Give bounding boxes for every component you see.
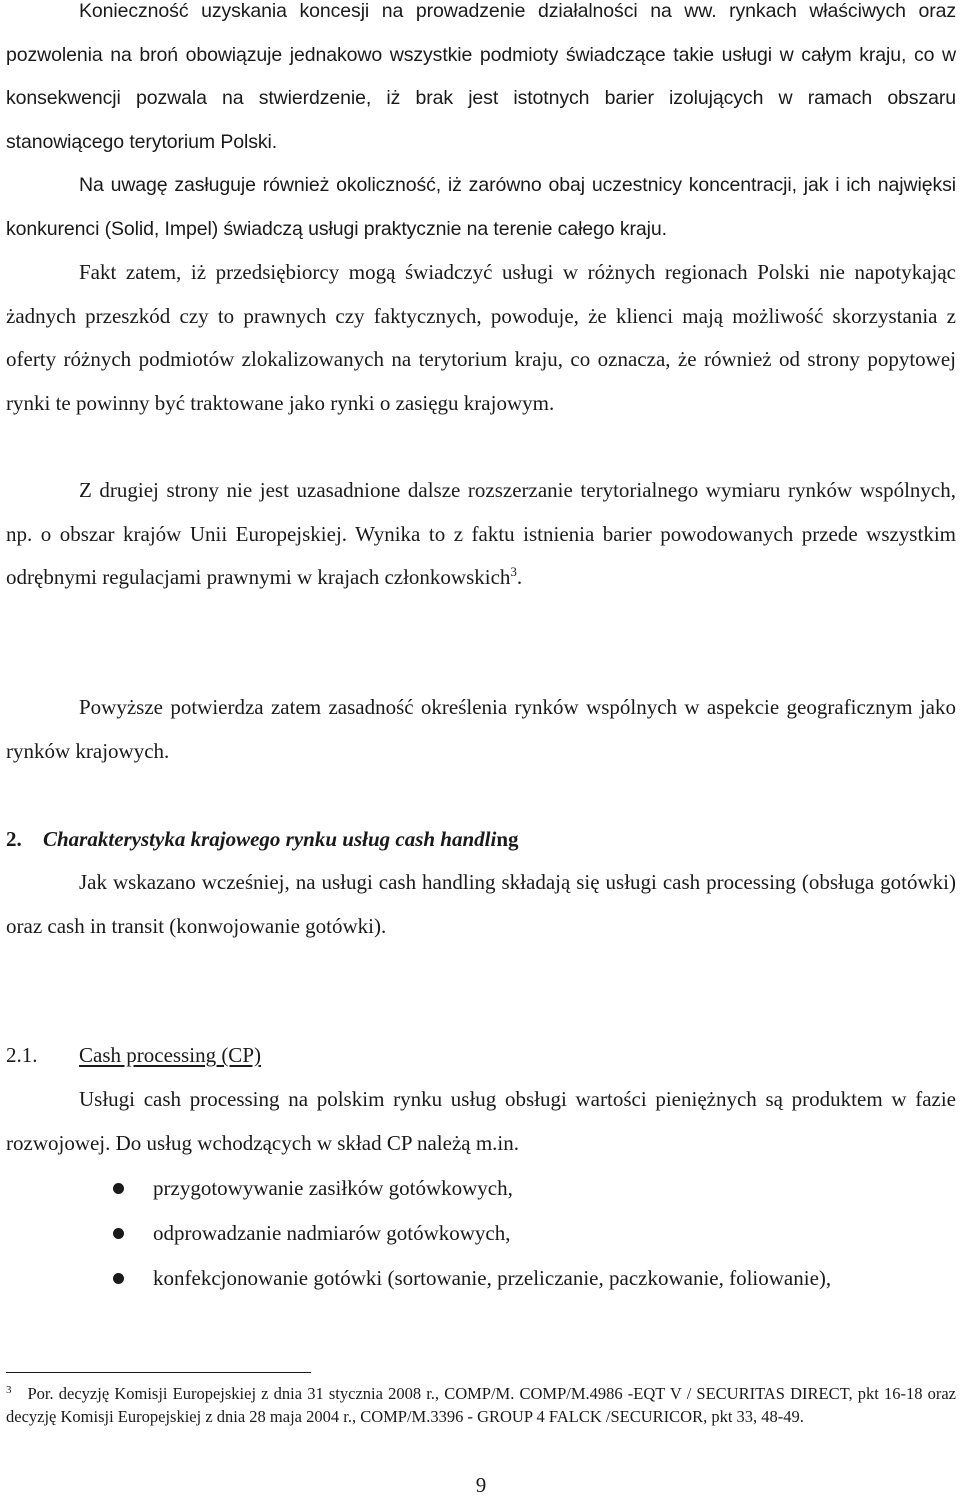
section-number: 2. [6,827,22,851]
footnote-3 [6,1382,956,1428]
section-title-tail: ng [496,827,519,851]
footnote-reference-3[interactable]: 3 [510,564,517,579]
bullet-icon [113,1228,124,1239]
footnote-divider [6,1372,311,1373]
bullet-icon [113,1273,124,1284]
paragraph-uslugi-cp: Usługi cash processing na polskim rynku usług obsługi wartości pieniężnych są produktem w fazie rozwojowej. Do usług wchodzących w skład CP należą m.in. [6,1087,956,1155]
section-title: Charakterystyka krajowego rynku usług cash handli [43,827,497,851]
paragraph-druga-strona [6,469,956,600]
list-item [6,1211,956,1256]
list-item-text: przygotowywanie zasiłków gotówkowych, [153,1176,513,1200]
footnote-mark: 3 [6,1383,12,1396]
subsection-number: 2.1. [6,1043,38,1067]
paragraph-koncesja: Konieczność uzyskania koncesji na prowadzenie działalności na ww. rynkach właściwych oraz pozwolenia na broń obowiązuje jednakowo wszystkie podmioty świadczące takie usługi w całym kraju, co w konsekwencji pozwala na stwierdzenie, iż brak jest istotnych barier izolujących w ramach obszaru stanowiącego terytorium Polski. [6,0,956,153]
page-number: 9 [475,1473,487,1497]
list-item [6,1166,956,1211]
bullet-icon [113,1183,124,1194]
footnote-text: Por. decyzję Komisji Europejskiej z dnia 31 stycznia 2008 r., COMP/M. COMP/M.4986 -EQT V / SECURITAS DIRECT, pkt 16-18 oraz decyzję Komisji Europejskiej z dnia 28 maja 2004 r., COMP/M.3396 - GROUP 4 FALCK /SECURICOR, pkt 33, 48-49. [6,1384,956,1426]
section-heading-2-1 [6,1034,261,1078]
list-item [6,1256,956,1301]
paragraph-uczestnicy: Na uwagę zasługuje również okoliczność, iż zarówno obaj uczestnicy koncentracji, jak i ich najwięksi konkurenci (Solid, Impel) świadczą usługi praktycznie na terenie całego kraju. [6,174,956,240]
subsection-title: Cash processing (CP) [79,1043,261,1067]
paragraph-jak-wskazano: Jak wskazano wcześniej, na usługi cash handling składają się usługi cash processing (obsługa gotówki) oraz cash in transit (konwojowanie gotówki). [6,870,956,938]
paragraph-powyzsze: Powyższe potwierdza zatem zasadność określenia rynków wspólnych w aspekcie geograficznym jako rynków krajowych. [6,695,956,763]
paragraph-fakt-zatem: Fakt zatem, iż przedsiębiorcy mogą świadczyć usługi w różnych regionach Polski nie napotykając żadnych przeszkód czy to prawnych czy faktycznych, powoduje, że klienci mają możliwość skorzystania z oferty różnych podmiotów zlokalizowanych na terytorium kraju, co oznacza, że również od strony popytowej rynki te powinny być traktowane jako rynki o zasięgu krajowym. [6,260,956,415]
paragraph-druga-strona-end: . [516,565,523,589]
list-item-text: odprowadzanie nadmiarów gotówkowych, [153,1221,511,1245]
bullet-list [6,1166,956,1301]
section-heading-2 [6,818,519,862]
paragraph-druga-strona-text: Z drugiej strony nie jest uzasadnione dalsze rozszerzanie terytorialnego wymiaru rynków wspólnych, np. o obszar krajów Unii Europejskiej. Wynika to z faktu istnienia barier powodowanych przede wszystkim odrębnymi regulacjami prawnymi w krajach członkowskich [6,478,956,589]
list-item-text: konfekcjonowanie gotówki (sortowanie, przeliczanie, paczkowanie, foliowanie), [153,1266,832,1290]
